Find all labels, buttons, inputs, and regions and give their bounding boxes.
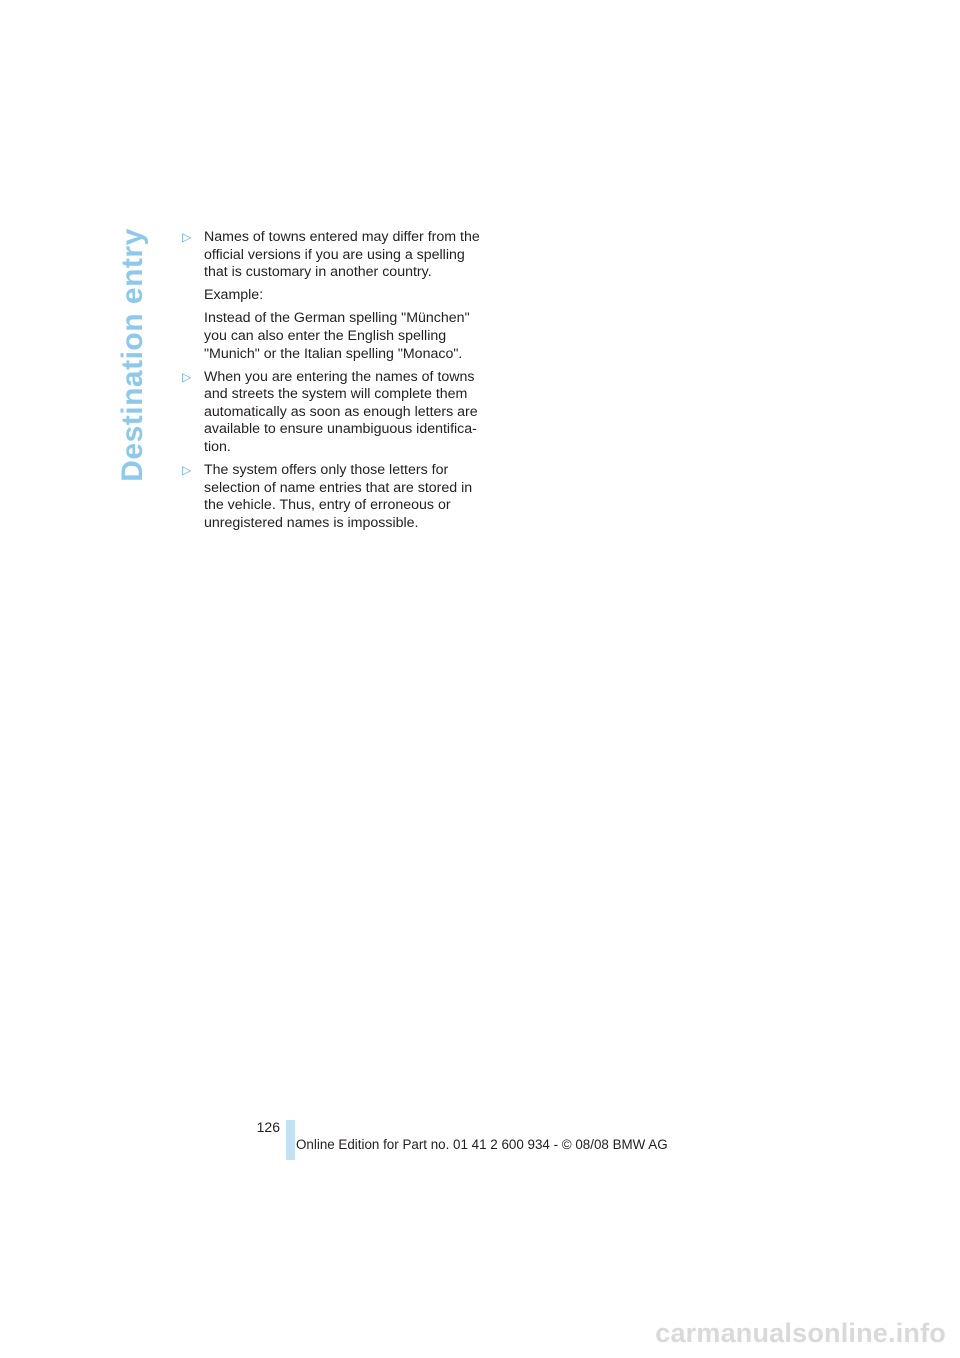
paragraph: Names of towns entered may differ from the official versions if you are using a spelling that is customary in another country. bbox=[204, 229, 480, 281]
paragraph: Instead of the German spelling "München" you can also enter the English spelling "Munich" or the Italian spelling "Monaco". bbox=[204, 310, 470, 362]
triangle-bullet-icon: ▷ bbox=[182, 463, 192, 478]
list-item bbox=[182, 229, 482, 363]
list-item bbox=[182, 462, 482, 532]
paragraph: When you are entering the names of towns and streets the system will complete them automatically as soon as enough letters are available to ensure unambiguous identifica-tion. bbox=[204, 368, 478, 456]
triangle-bullet-icon: ▷ bbox=[182, 230, 192, 244]
triangle-bullet-icon: ▷ bbox=[182, 369, 192, 384]
footer-accent-bar bbox=[286, 1120, 295, 1160]
watermark: carmanualsonline.info bbox=[655, 1318, 946, 1348]
paragraph: The system offers only those letters for selection of name entries that are stored in the vehicle. Thus, entry of erroneous or unregistered names is impossible. bbox=[204, 462, 473, 531]
section-title-vertical bbox=[108, 230, 158, 480]
list-item bbox=[182, 369, 482, 457]
section-title-text: Destination entry bbox=[116, 228, 150, 482]
paragraph: Example: bbox=[204, 287, 264, 304]
main-content bbox=[182, 229, 482, 538]
page-number: 126 bbox=[256, 1119, 280, 1135]
footer-edition-text: Online Edition for Part no. 01 41 2 600 934 - © 08/08 BMW AG bbox=[296, 1137, 668, 1152]
